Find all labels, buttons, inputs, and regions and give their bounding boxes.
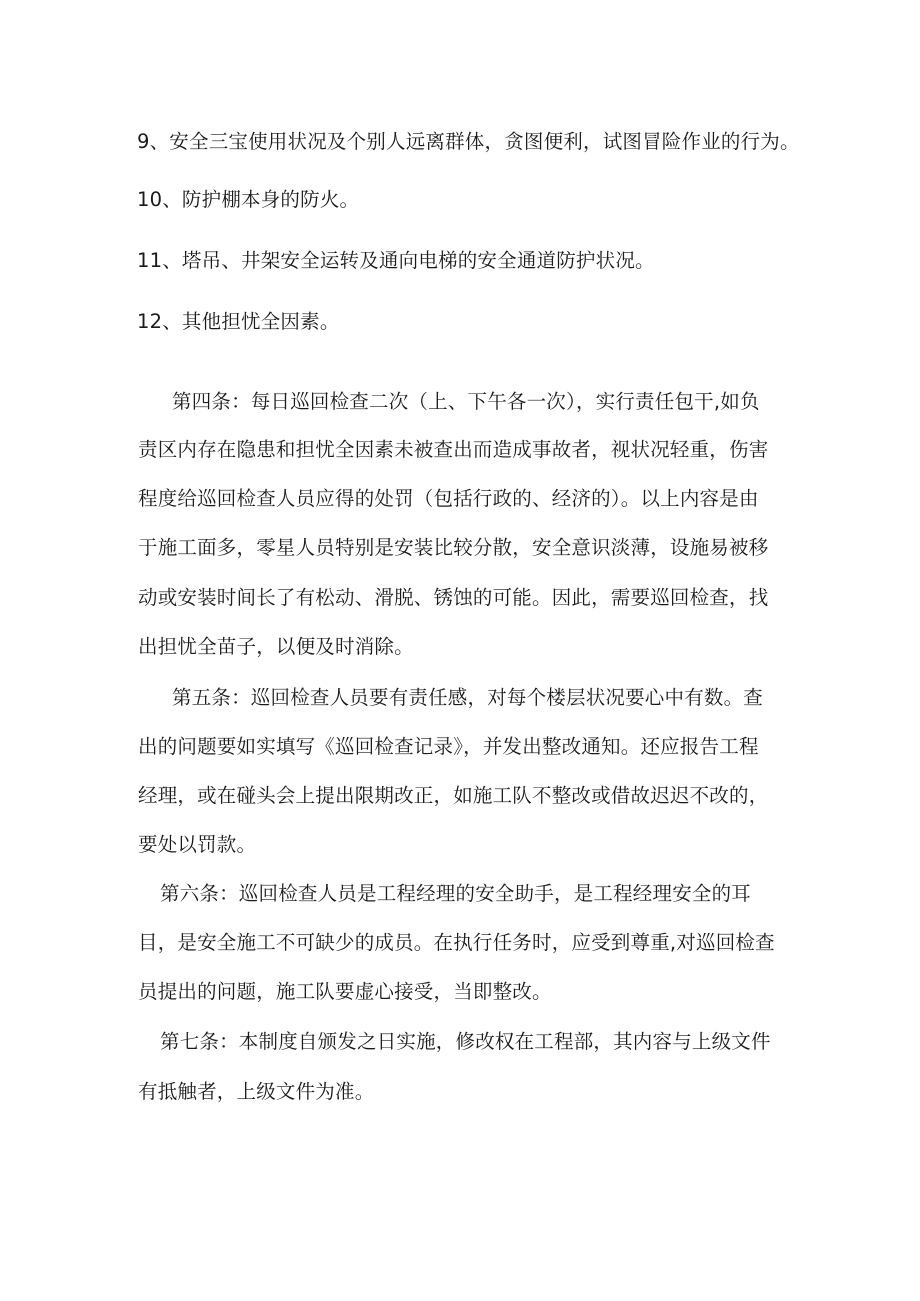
- list-item-11: 11、塔吊、井架安全运转及通向电梯的安全通道防护状况。: [137, 249, 655, 272]
- article-6-line: 目，是安全施工不可缺少的成员。在执行任务时，应受到尊重,对巡回检查: [138, 931, 775, 954]
- article-4-line: 程度给巡回检查人员应得的处罚（包括行政的、经济的）。以上内容是由: [138, 487, 759, 510]
- article-5-line: 第五条：巡回检查人员要有责任感，对每个楼层状况要心中有数。查: [172, 686, 764, 709]
- list-item-12: 12、其他担忧全因素。: [137, 310, 340, 333]
- article-5-line: 要处以罚款。: [138, 833, 257, 856]
- article-4-line: 第四条：每日巡回检查二次（上、下午各一次），实行责任包干,如负: [172, 390, 760, 413]
- article-4-line: 出担忧全苗子，以便及时消除。: [138, 635, 414, 658]
- list-item-10: 10、防护棚本身的防火。: [137, 188, 360, 211]
- article-5-line: 经理，或在碰头会上提出限期改正，如施工队不整改或借故迟迟不改的，: [138, 784, 769, 807]
- article-4-line: 于施工面多，零星人员特别是安装比较分散，安全意识淡薄，设施易被移: [138, 536, 769, 559]
- list-item-9: 9、安全三宝使用状况及个别人远离群体，贪图便利，试图冒险作业的行为。: [137, 130, 800, 153]
- article-4-line: 动或安装时间长了有松动、滑脱、锈蚀的可能。因此，需要巡回检查，找: [138, 586, 769, 609]
- article-4-line: 责区内存在隐患和担忧全因素未被查出而造成事故者，视状况轻重，伤害: [138, 438, 769, 461]
- article-7-line: 第七条：本制度自颁发之日实施，修改权在工程部，其内容与上级文件: [160, 1030, 771, 1053]
- article-5-line: 出的问题要如实填写《巡回检查记录》，并发出整改通知。还应报告工程: [138, 735, 759, 758]
- article-7-line: 有抵触者，上级文件为准。: [138, 1080, 375, 1103]
- article-6-line: 第六条：巡回检查人员是工程经理的安全助手，是工程经理安全的耳: [160, 882, 752, 905]
- article-6-line: 员提出的问题，施工队要虚心接受，当即整改。: [138, 980, 552, 1003]
